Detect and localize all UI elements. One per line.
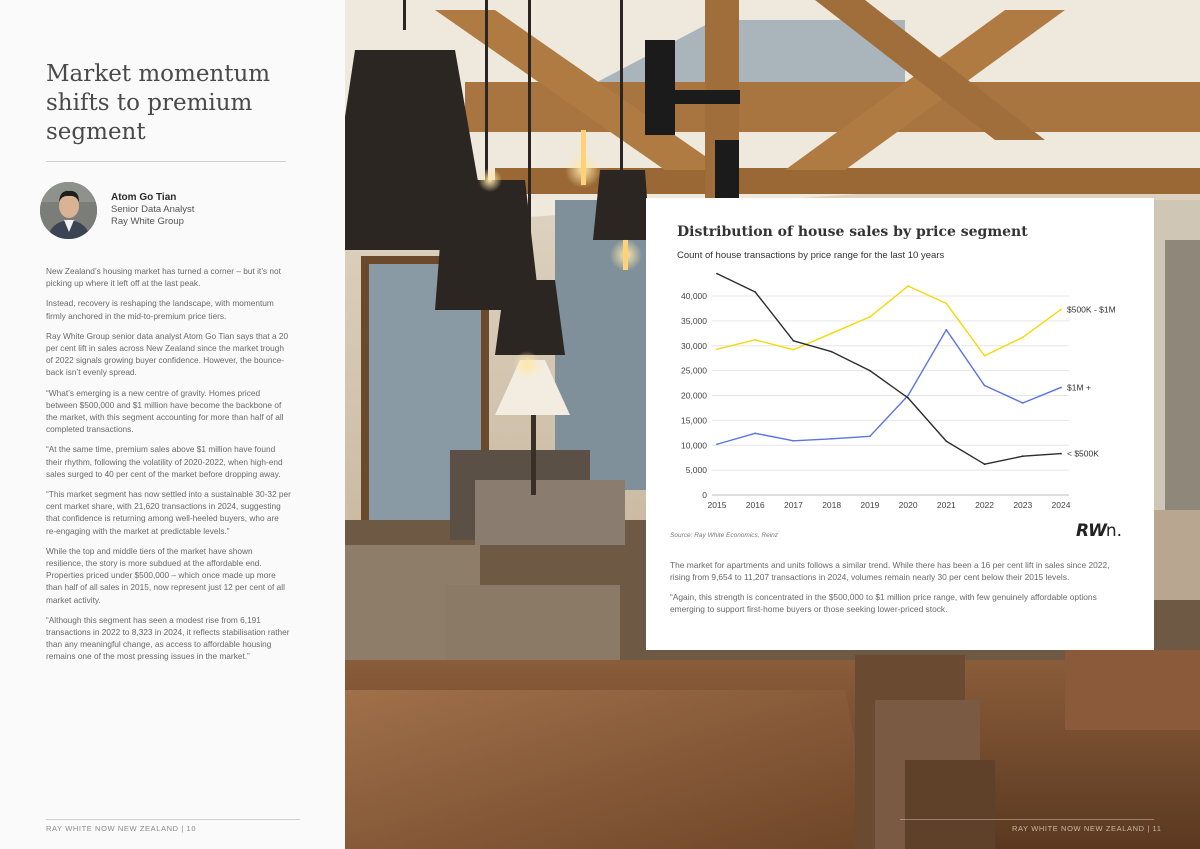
author-block (40, 182, 300, 242)
data-point (945, 329, 947, 331)
card-paragraph: The market for apartments and units follows a similar trend. While there has been a 16 per cent lift in sales since 2022, rising from 9,654 to 11,207 transactions in 2024, volumes remain nearly 30 per cent below their 2015 levels. (670, 560, 1110, 582)
ray-white-logo (1076, 521, 1122, 541)
chart-title: Distribution of house sales by price segment (677, 224, 1028, 240)
article-paragraph: Instead, recovery is reshaping the landscape, with momentum firmly anchored in the mid-to-premium price tiers. (46, 298, 274, 321)
data-point (907, 395, 909, 397)
x-tick-label: 2023 (1013, 500, 1033, 510)
y-tick-label: 30,000 (681, 340, 707, 351)
y-tick-label: 15,000 (681, 415, 707, 426)
line-chart (646, 198, 1154, 528)
data-point (984, 355, 986, 357)
series-label: $1M + (1067, 382, 1091, 393)
data-point (716, 348, 718, 350)
article-paragraph: While the top and middle tiers of the market have shown resilience, the story is more subdued at the affordable end. Properties priced under $500,000 – which once made up more than half of all sales in 2015, now represent just 12 per cent of all market activity. (46, 545, 285, 605)
data-point (945, 440, 947, 442)
data-point (1022, 402, 1024, 404)
author-role: Senior Data Analyst (111, 204, 195, 215)
y-tick-label: 0 (702, 490, 707, 500)
article-title: Market momentum shifts to premium segment (46, 61, 271, 145)
left-page (0, 0, 345, 849)
data-point (984, 385, 986, 387)
card-body (670, 559, 1130, 623)
footer-divider-left (46, 819, 300, 820)
x-tick-label: 2019 (860, 500, 880, 510)
logo-mark: RW (1076, 521, 1106, 541)
data-point (1060, 309, 1062, 311)
y-tick-label: 40,000 (681, 291, 707, 301)
data-point (1060, 387, 1062, 389)
data-point (716, 273, 718, 275)
data-point (831, 438, 833, 440)
series-label: $500K - $1M (1067, 304, 1116, 315)
y-tick-label: 35,000 (681, 315, 707, 326)
data-point (869, 370, 871, 372)
y-tick-label: 20,000 (681, 390, 707, 401)
footer-right: RAY WHITE NOW NEW ZEALAND | 11 (1012, 824, 1162, 833)
series-line (717, 330, 1061, 444)
x-tick-label: 2017 (783, 500, 803, 510)
author-avatar (40, 182, 97, 239)
data-point (1060, 453, 1062, 455)
data-point (793, 340, 795, 342)
data-point (716, 443, 718, 445)
data-point (945, 303, 947, 305)
article-paragraph: “This market segment has now settled into a sustainable 30-32 per cent market share, with 21,620 transactions in 2024, suggesting that confidence is returning among well-heeled buyers, who are re-engaging with the market at predictable levels.” (46, 489, 291, 536)
data-point (793, 349, 795, 351)
x-tick-label: 2020 (898, 500, 918, 510)
data-point (1022, 455, 1024, 457)
data-point (984, 463, 986, 465)
x-tick-label: 2024 (1051, 500, 1071, 510)
series-label: < $500K (1067, 448, 1099, 459)
x-tick-label: 2016 (745, 500, 765, 510)
data-point (754, 339, 756, 341)
data-point (831, 351, 833, 353)
article-paragraph: New Zealand’s housing market has turned a corner – but it’s not picking up where it left off at the last peak. (46, 266, 281, 289)
article-paragraph: Ray White Group senior data analyst Atom Go Tian says that a 20 per cent lift in sales across New Zealand since the market trough of 2022 signals growing buyer confidence. However, the bounce-back isn’t evenly spread. (46, 330, 289, 378)
footer-left: RAY WHITE NOW NEW ZEALAND | 10 (46, 824, 197, 833)
x-tick-label: 2018 (822, 500, 842, 510)
y-tick-label: 25,000 (681, 365, 707, 376)
data-point (907, 397, 909, 399)
footer-divider-right (900, 819, 1154, 820)
article-paragraph: “What’s emerging is a new centre of gravity. Homes priced between $500,000 and $1 million have become the backbone of the market, with this segment accounting for more than half of all completed transactions. (46, 387, 284, 435)
card-paragraph: “Again, this strength is concentrated in the $500,000 to $1 million price range, with few genuinely affordable options emerging to support first-home buyers or those seeking lower-priced stock. (670, 592, 1097, 614)
article-paragraph: “Although this segment has seen a modest rise from 6,191 transactions in 2022 to 8,323 in 2024, it reflects stabilisation rather than any meaningful change, as access to affordable housing remains one of the most pressing issues in the market.” (46, 614, 290, 662)
article-paragraph: “At the same time, premium sales above $1 million have found their rhythm, following the volatility of 2020-2022, when high-end sales surged to 40 per cent of the market before dropping away. (46, 444, 283, 479)
data-point (907, 285, 909, 287)
author-org: Ray White Group (111, 216, 184, 227)
data-point (1022, 336, 1024, 338)
data-point (869, 316, 871, 318)
chart-subtitle: Count of house transactions by price range for the last 10 years (677, 250, 945, 261)
data-point (831, 332, 833, 334)
x-tick-label: 2015 (707, 500, 727, 510)
y-tick-label: 5,000 (685, 465, 707, 476)
data-point (793, 440, 795, 442)
title-divider (46, 161, 286, 162)
logo-suffix: n. (1105, 521, 1123, 541)
y-tick-label: 10,000 (681, 440, 707, 451)
x-tick-label: 2021 (936, 500, 956, 510)
article-body (46, 265, 291, 671)
data-point (754, 291, 756, 293)
data-point (869, 435, 871, 437)
chart-source: Source: Ray White Economics, Reinz (670, 532, 779, 539)
chart-card (646, 198, 1154, 650)
author-name: Atom Go Tian (111, 192, 177, 203)
x-tick-label: 2022 (975, 500, 995, 510)
data-point (754, 432, 756, 434)
